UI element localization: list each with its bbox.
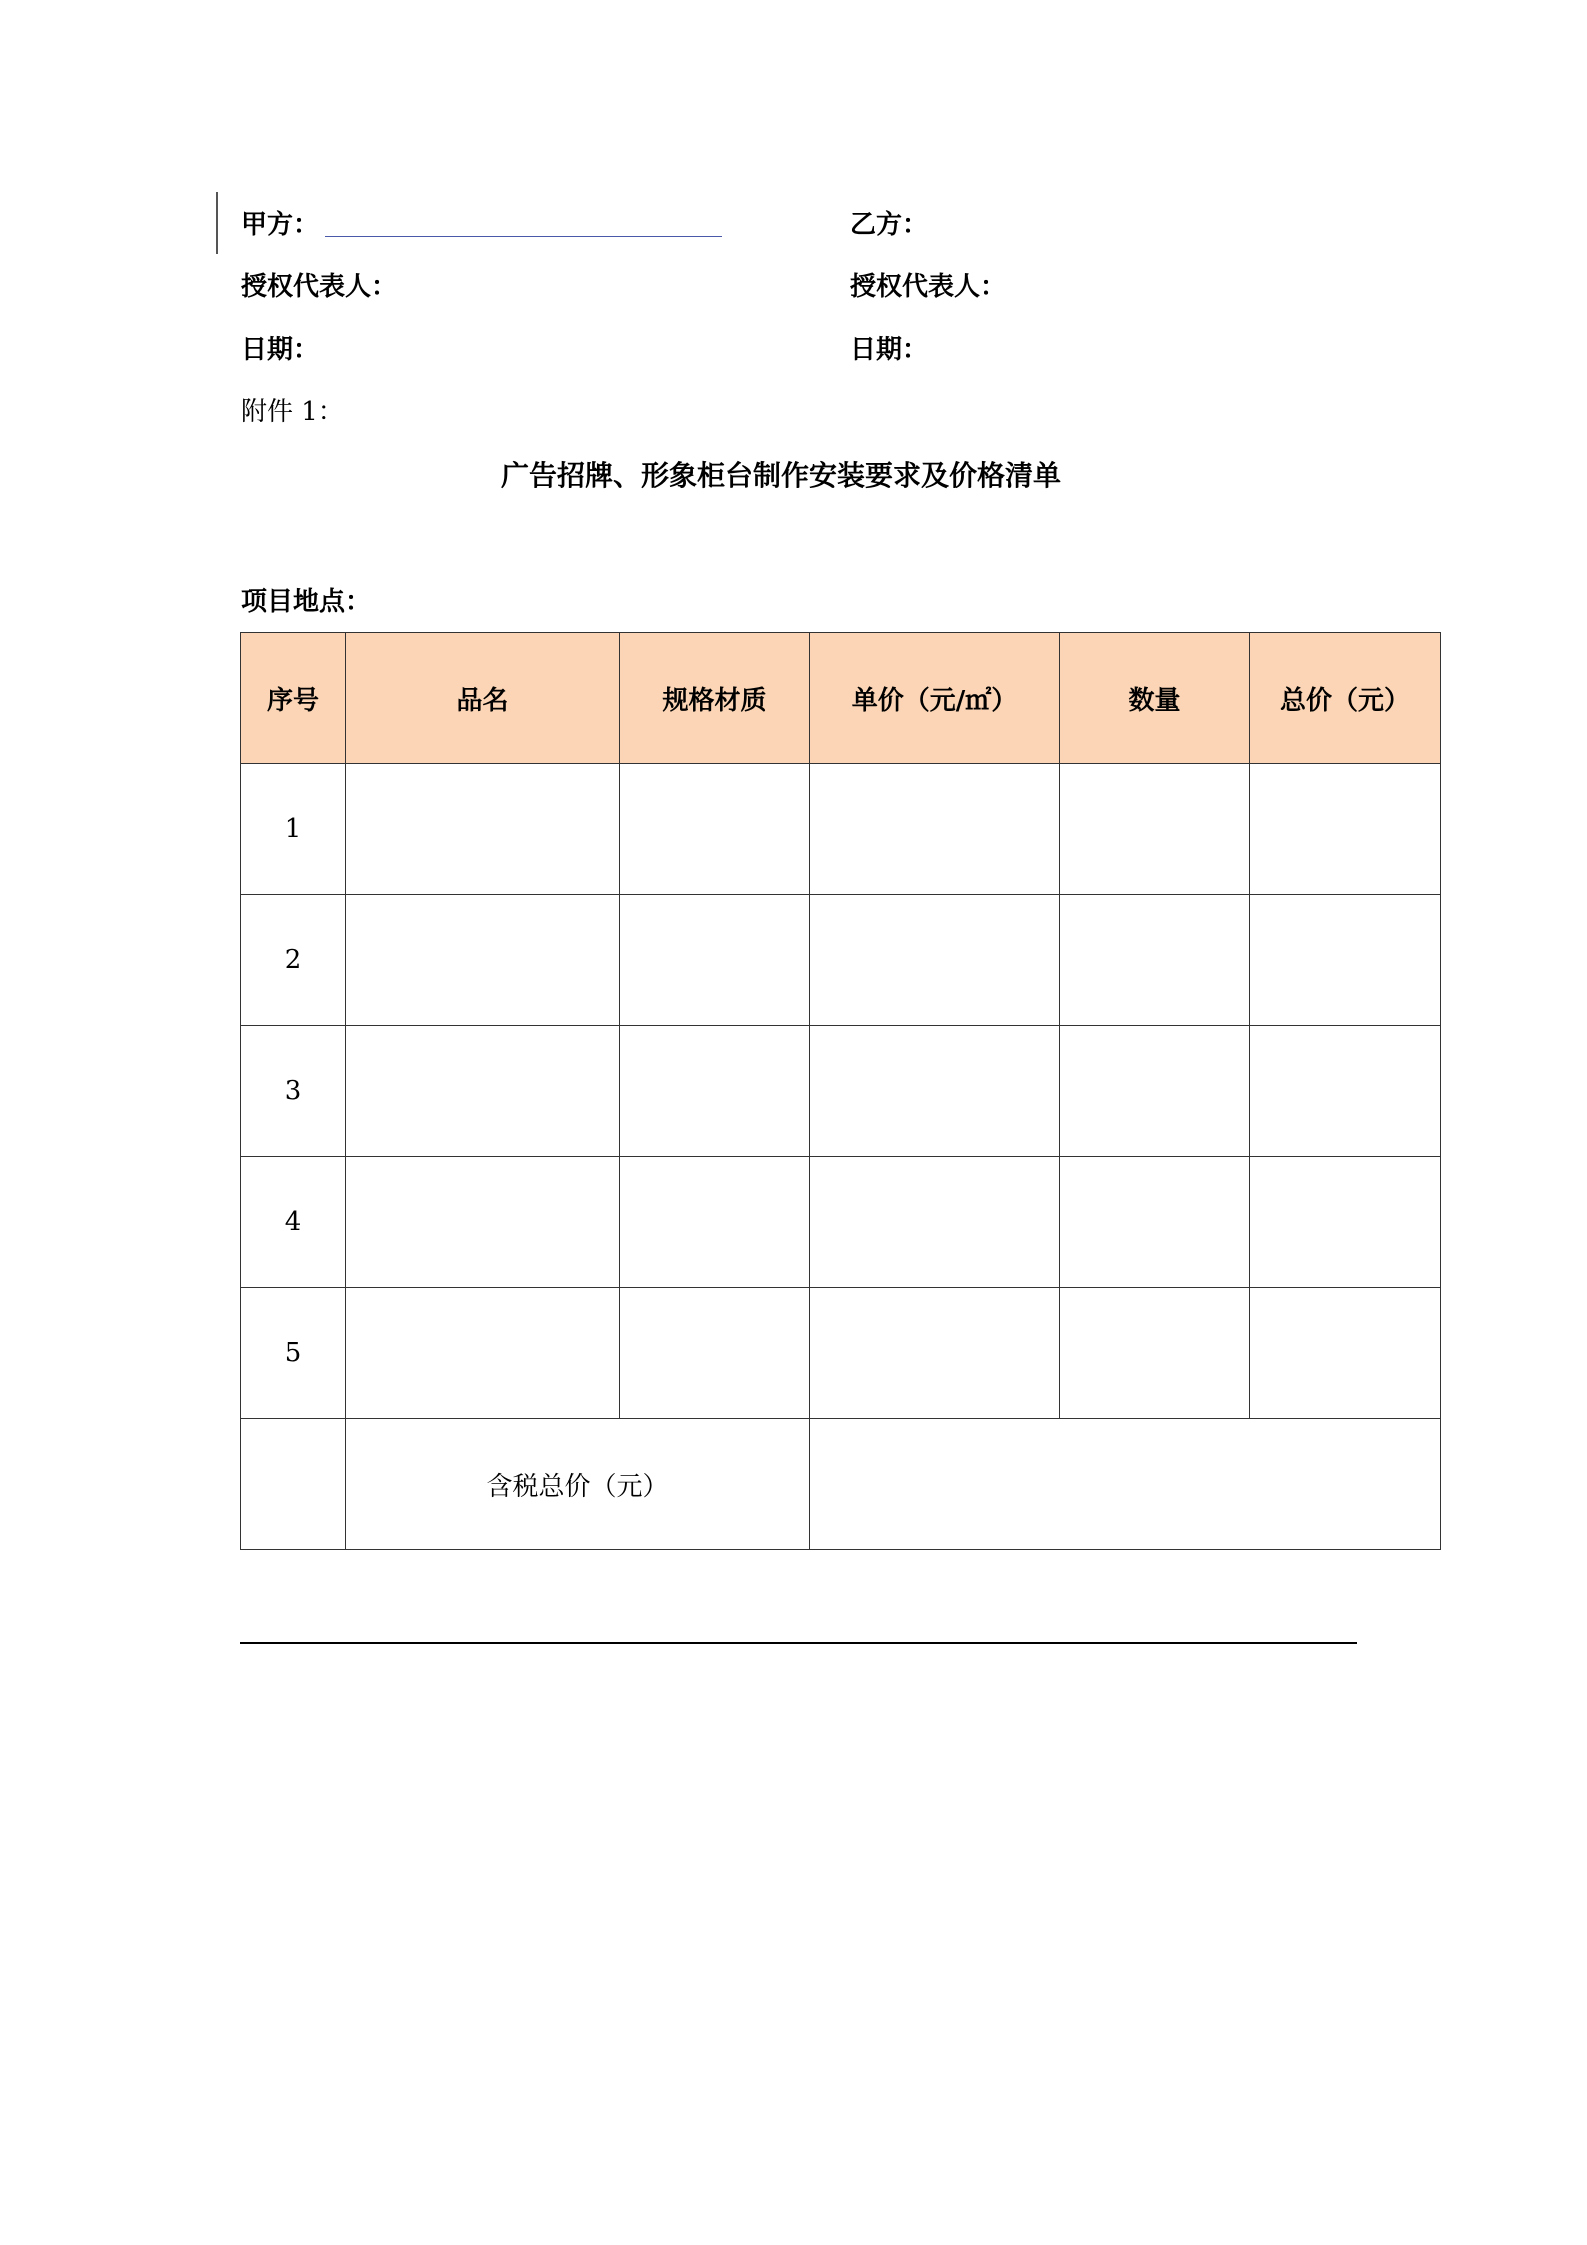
row-index: 4 [241,1157,346,1288]
item-name-cell[interactable] [346,1157,620,1288]
total-price-cell[interactable] [1250,764,1441,895]
date-a-label: 日期： [241,335,320,365]
header-item-name: 品名 [346,633,620,764]
total-row-index-cell [241,1419,346,1550]
item-name-cell[interactable] [346,1026,620,1157]
unit-price-cell[interactable] [810,1288,1060,1419]
header-total-price: 总价（元） [1250,633,1441,764]
table-row [241,1026,1441,1157]
attachment-label: 附件 1： [241,397,344,427]
row-index: 1 [241,764,346,895]
header-spec-material: 规格材质 [620,633,810,764]
table-row [241,1288,1441,1419]
spec-material-cell[interactable] [620,1026,810,1157]
project-location-label: 项目地点： [241,587,372,617]
unit-price-cell[interactable] [810,1157,1060,1288]
unit-price-cell[interactable] [810,764,1060,895]
document-title: 广告招牌、形象柜台制作安装要求及价格清单 [500,459,1061,492]
item-name-cell[interactable] [346,764,620,895]
row-index: 5 [241,1288,346,1419]
quantity-cell[interactable] [1060,764,1250,895]
total-price-cell[interactable] [1250,1026,1441,1157]
quantity-cell[interactable] [1060,1157,1250,1288]
party-a-label: 甲方： [241,210,320,240]
total-tax-inclusive-value[interactable] [810,1419,1441,1550]
total-price-cell[interactable] [1250,1157,1441,1288]
quantity-cell[interactable] [1060,1026,1250,1157]
item-name-cell[interactable] [346,1288,620,1419]
spec-material-cell[interactable] [620,764,810,895]
table-row [241,895,1441,1026]
date-b-label: 日期： [850,335,929,365]
header-quantity: 数量 [1060,633,1250,764]
rep-b-label: 授权代表人： [850,272,1007,302]
total-tax-inclusive-label: 含税总价（元） [346,1419,810,1550]
unit-price-cell[interactable] [810,895,1060,1026]
table-row [241,1157,1441,1288]
spec-material-cell[interactable] [620,1288,810,1419]
header-unit-price: 单价（元/㎡） [810,633,1060,764]
row-index: 3 [241,1026,346,1157]
total-price-cell[interactable] [1250,895,1441,1026]
total-row [241,1419,1441,1550]
table-header-row [241,633,1441,764]
spec-material-cell[interactable] [620,1157,810,1288]
quantity-cell[interactable] [1060,1288,1250,1419]
quantity-cell[interactable] [1060,895,1250,1026]
row-index: 2 [241,895,346,1026]
total-price-cell[interactable] [1250,1288,1441,1419]
party-a-underline [325,236,722,237]
item-name-cell[interactable] [346,895,620,1026]
spec-material-cell[interactable] [620,895,810,1026]
price-table [240,632,1441,1550]
table-row [241,764,1441,895]
rep-a-label: 授权代表人： [241,272,398,302]
party-b-label: 乙方： [850,210,929,240]
text-cursor-marker [216,192,218,254]
unit-price-cell[interactable] [810,1026,1060,1157]
header-index: 序号 [241,633,346,764]
bottom-divider [240,1642,1357,1644]
